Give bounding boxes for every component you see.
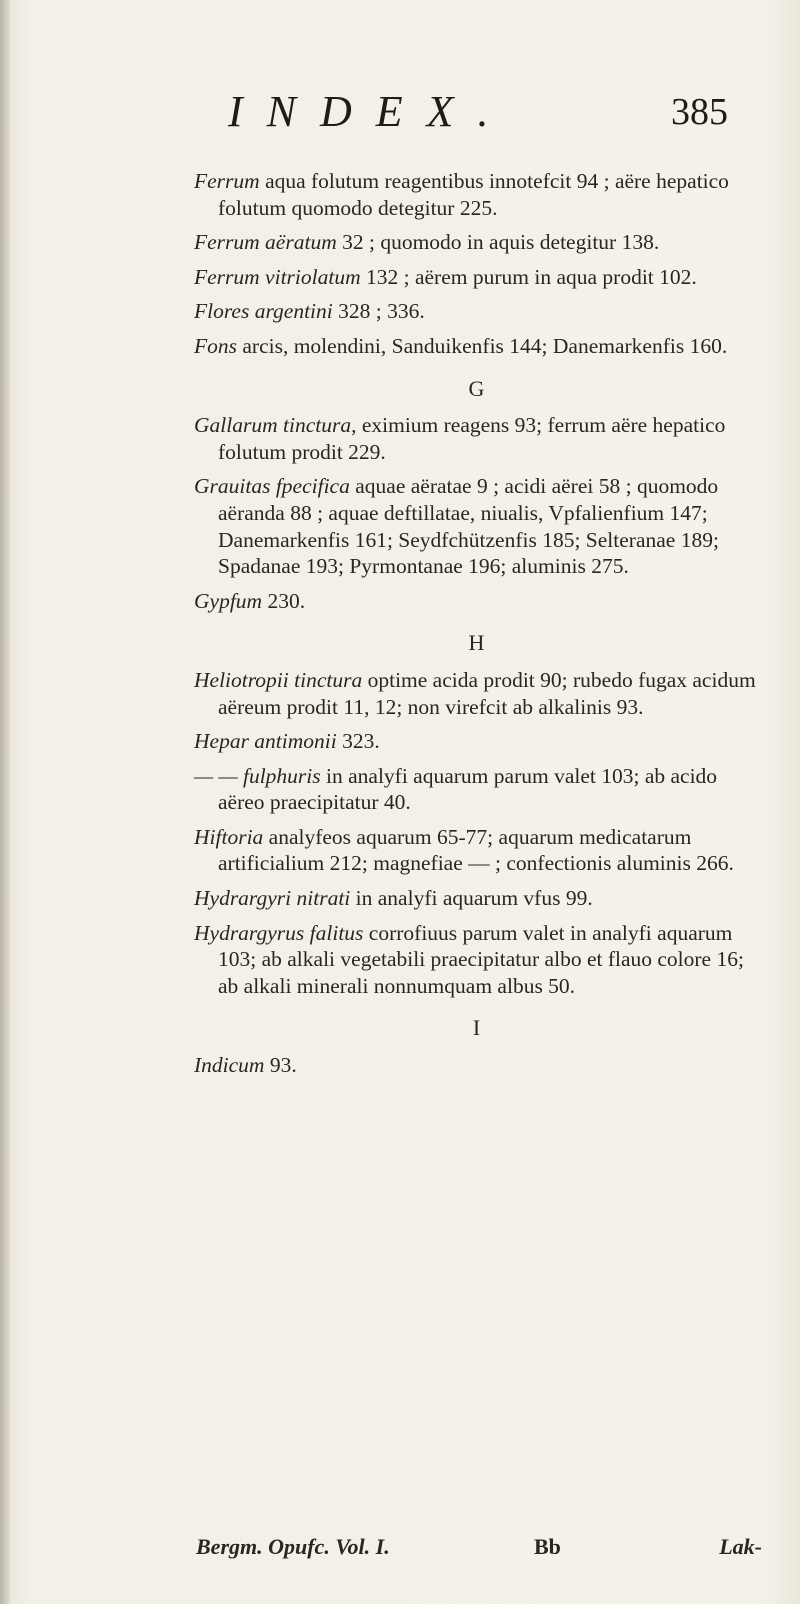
- index-references: optime acida prodit 90; rubedo fugax acidum aëreum prodit 11, 12; non virefcit ab alkalinis 93.: [218, 667, 756, 719]
- index-entry: [194, 412, 759, 465]
- index-entry: [194, 473, 759, 579]
- index-entry: [194, 229, 759, 256]
- catchword: Lak-: [719, 1534, 762, 1559]
- index-references: eximium reagens 93; ferrum aëre hepatico folutum prodit 229.: [218, 413, 726, 464]
- index-term: Gypfum: [194, 588, 263, 613]
- index-term: Ferrum: [194, 169, 260, 193]
- index-entry: [194, 264, 759, 291]
- index-term: Flores argentini: [194, 299, 333, 324]
- index-references: in analyfi aquarum vfus 99.: [350, 886, 593, 911]
- index-entry: [194, 298, 759, 325]
- index-entry: [194, 885, 759, 912]
- page-footer: [196, 1534, 762, 1570]
- index-entry: [194, 667, 759, 720]
- index-references: 132 ; aërem purum in aqua prodit 102.: [360, 264, 697, 289]
- index-entry: [194, 824, 759, 877]
- page-spine-shadow: [0, 0, 10, 1604]
- index-entry: [194, 333, 759, 360]
- index-term: Indicum: [194, 1053, 265, 1078]
- index-term: Grauitas fpecifica: [194, 474, 350, 499]
- index-references: 328 ; 336.: [332, 299, 425, 324]
- index-references: aquae aëratae 9 ; acidi aërei 58 ; quomodo aëranda 88 ; aquae deftillatae, niualis, Vpfalienfium 147; Danemarkenfis 161; Seydfchützenfis 185; Selteranae 189; Spadanae 193; Pyrmontanae 196; aluminis 275.: [218, 474, 719, 579]
- index-term: Hydrargyri nitrati: [194, 886, 351, 911]
- index-term: Hepar antimonii: [194, 729, 337, 754]
- index-references: analyfeos aquarum 65-77; aquarum medicatarum artificialium 212; magnefiae — ; confectionis aluminis 266.: [218, 824, 734, 876]
- index-term: Hydrargyrus falitus: [194, 920, 364, 945]
- index-content: [194, 168, 759, 1087]
- index-references: 323.: [336, 729, 380, 754]
- index-entry: [194, 920, 759, 1000]
- index-references: aqua folutum reagentibus innotefcit 94 ; aëre hepatico folutum quomodo detegitur 225.: [218, 169, 729, 220]
- index-title: INDEX.: [228, 87, 513, 136]
- index-references: arcis, molendini, Sanduikenfis 144; Danemarkenfis 160.: [237, 333, 728, 358]
- index-entry: [194, 168, 759, 221]
- index-references: in analyfi aquarum parum valet 103; ab acido aëreo praecipitatur 40.: [218, 763, 718, 815]
- index-references: 32 ; quomodo in aquis detegitur 138.: [336, 230, 660, 255]
- index-references: corrofiuus parum valet in analyfi aquarum 103; ab alkali vegetabili praecipitatur albo et flauo colore 16; ab alkali minerali nonnumquam albus 50.: [218, 920, 744, 998]
- section-letter: I: [472, 1015, 481, 1041]
- index-references: 230.: [262, 588, 306, 613]
- index-term: Ferrum vitriolatum: [194, 264, 361, 289]
- section-letter: G: [468, 375, 485, 401]
- sheet-mark: Bb: [534, 1534, 561, 1559]
- index-term: Fons: [194, 333, 237, 358]
- index-entry: [194, 588, 759, 615]
- signature-line: Bergm. Opufc. Vol. I.: [196, 1534, 390, 1559]
- index-term: Ferrum aëratum: [194, 230, 337, 255]
- index-entry: [194, 728, 759, 755]
- index-term: Heliotropii tinctura: [194, 667, 363, 692]
- index-term: Hiftoria: [194, 824, 264, 849]
- page-header: [228, 86, 728, 146]
- index-term: Gallarum tinctura,: [194, 413, 357, 438]
- index-references: 93.: [264, 1053, 297, 1078]
- index-entry: [194, 763, 759, 816]
- page-number: 385: [671, 91, 728, 133]
- section-letter: H: [468, 630, 485, 656]
- index-term: — — fulphuris: [194, 763, 321, 788]
- index-entry: [194, 1052, 759, 1079]
